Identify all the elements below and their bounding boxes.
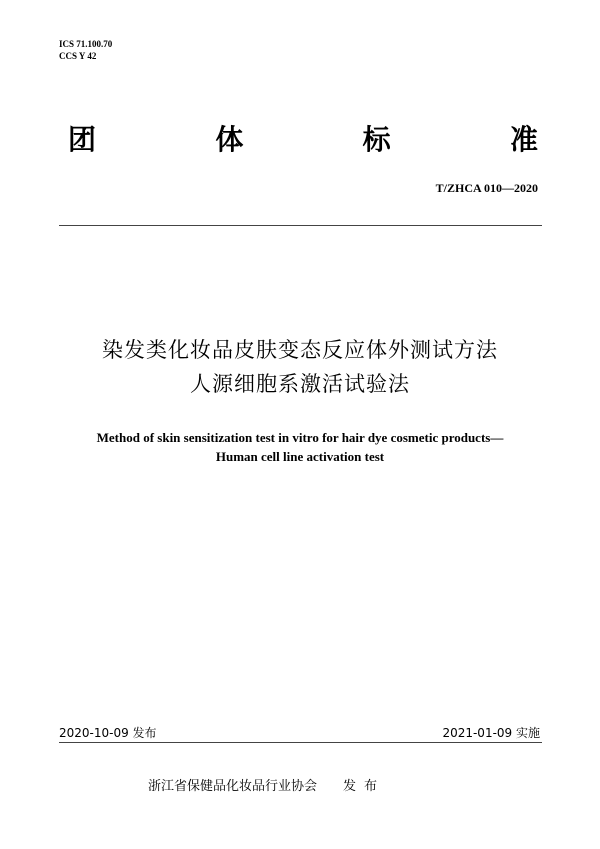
issue-date: 2020-10-09 发布 (59, 726, 157, 740)
standard-type-char: 准 (509, 123, 538, 156)
standard-type-char: 标 (362, 123, 391, 156)
english-title (0, 428, 600, 466)
chinese-title-line-2: 人源细胞系激活试验法 (190, 372, 410, 396)
english-title-line-1: Method of skin sensitization test in vitro for hair dye cosmetic products— (96, 430, 504, 445)
chinese-title (0, 333, 600, 401)
chinese-title-line-1: 染发类化妆品皮肤变态反应体外测试方法 (102, 338, 498, 362)
english-title-line-2: Human cell line activation test (215, 449, 385, 464)
standard-type-heading (68, 122, 538, 158)
bottom-divider (59, 742, 542, 743)
standard-type-char: 体 (215, 123, 244, 156)
ics-code: ICS 71.100.70 (59, 39, 113, 49)
top-divider (59, 225, 542, 226)
publisher-name: 浙江省保健品化妆品行业协会 (148, 779, 318, 794)
ccs-code: CCS Y 42 (59, 51, 97, 61)
standard-type-char: 团 (68, 123, 97, 156)
implementation-date: 2021-01-09 实施 (442, 726, 540, 740)
standard-number: T/ZHCA 010—2020 (435, 181, 538, 195)
publisher-line (148, 775, 385, 794)
publisher-action: 发布 (343, 779, 386, 794)
classification-codes (59, 38, 112, 62)
